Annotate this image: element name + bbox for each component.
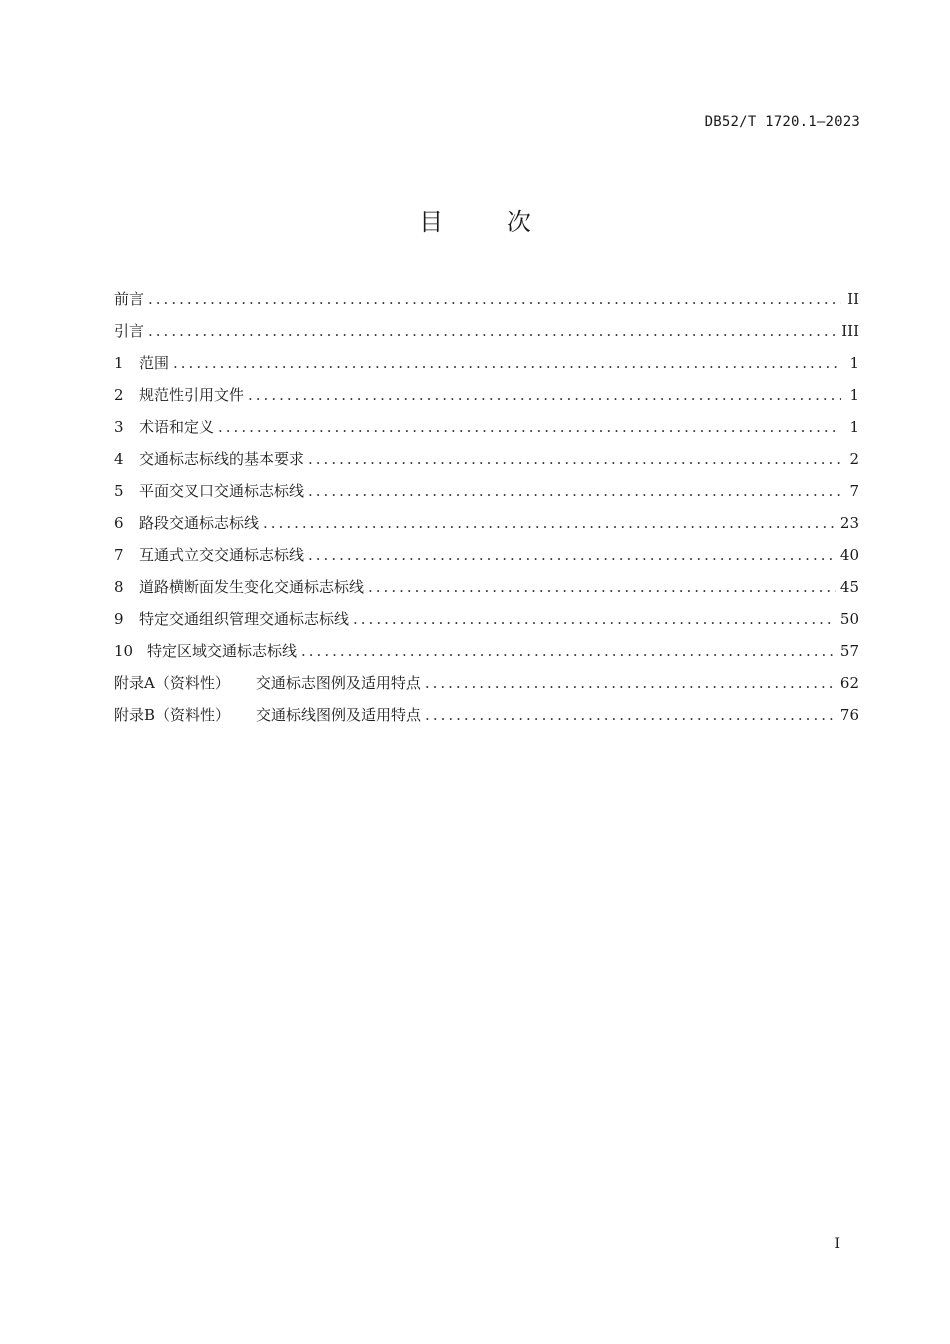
toc-leader-dots xyxy=(248,379,841,411)
toc-entry-4[interactable] xyxy=(114,443,859,475)
toc-entry-label: 特定交通组织管理交通标志标线 xyxy=(139,610,350,628)
toc-leader-dots xyxy=(263,507,836,539)
toc-entry-number: 5 xyxy=(114,482,124,500)
toc-entry-label: 范围 xyxy=(139,354,170,372)
toc-entry-introduction[interactable] xyxy=(114,315,859,347)
toc-entry-6[interactable] xyxy=(114,507,859,539)
toc-entry-number: 10 xyxy=(114,642,134,660)
toc-leader-dots xyxy=(301,635,836,667)
page-number: I xyxy=(834,1236,840,1252)
toc-entry-1[interactable] xyxy=(114,347,859,379)
toc-entry-9[interactable] xyxy=(114,603,859,635)
toc-leader-dots xyxy=(425,667,836,699)
toc-appendix-title: 交通标志图例及适用特点 xyxy=(255,674,421,692)
toc-entry-number: 1 xyxy=(114,354,124,372)
toc-appendix-label: 附录B（资料性） xyxy=(114,706,231,724)
toc-entry-number: 6 xyxy=(114,514,124,532)
table-of-contents xyxy=(114,283,859,731)
page-title-char-1: 目 xyxy=(419,208,444,236)
toc-entry-2[interactable] xyxy=(114,379,859,411)
toc-entry-appendix-a[interactable] xyxy=(114,667,859,699)
toc-entry-number: 9 xyxy=(114,610,124,628)
toc-entry-label: 平面交叉口交通标志标线 xyxy=(139,482,305,500)
toc-entry-3[interactable] xyxy=(114,411,859,443)
page-title-char-2: 次 xyxy=(506,208,531,236)
toc-entry-page: 50 xyxy=(839,610,859,628)
toc-leader-dots xyxy=(148,283,841,315)
toc-entry-page: 23 xyxy=(839,514,859,532)
toc-entry-page: 62 xyxy=(839,674,859,692)
toc-entry-label: 规范性引用文件 xyxy=(139,386,245,404)
toc-entry-label: 前言 xyxy=(114,290,145,308)
toc-entry-page: 57 xyxy=(839,642,859,660)
toc-entry-label: 术语和定义 xyxy=(139,418,215,436)
toc-leader-dots xyxy=(308,539,836,571)
toc-entry-label: 互通式立交交通标志标线 xyxy=(139,546,305,564)
toc-entry-number: 4 xyxy=(114,450,124,468)
toc-entry-appendix-b[interactable] xyxy=(114,699,859,731)
toc-entry-10[interactable] xyxy=(114,635,859,667)
toc-entry-number: 7 xyxy=(114,546,124,564)
toc-entry-label: 引言 xyxy=(114,322,145,340)
toc-leader-dots xyxy=(368,571,836,603)
toc-entry-page: 1 xyxy=(849,418,859,436)
toc-entry-page: 2 xyxy=(849,450,859,468)
toc-appendix-title: 交通标线图例及适用特点 xyxy=(256,706,422,724)
toc-entry-page: 76 xyxy=(839,706,859,724)
toc-leader-dots xyxy=(308,475,841,507)
toc-entry-page: 7 xyxy=(849,482,859,500)
toc-leader-dots xyxy=(173,347,841,379)
toc-entry-label: 特定区域交通标志标线 xyxy=(147,642,298,660)
toc-entry-page: 45 xyxy=(839,578,859,596)
toc-entry-label: 交通标志标线的基本要求 xyxy=(139,450,305,468)
toc-leader-dots xyxy=(218,411,841,443)
toc-entry-7[interactable] xyxy=(114,539,859,571)
toc-entry-5[interactable] xyxy=(114,475,859,507)
toc-entry-page: 1 xyxy=(849,386,859,404)
toc-entry-number: 8 xyxy=(114,578,124,596)
toc-entry-8[interactable] xyxy=(114,571,859,603)
page-title xyxy=(0,202,950,237)
toc-entry-page: III xyxy=(841,322,859,340)
toc-leader-dots xyxy=(308,443,841,475)
toc-leader-dots xyxy=(353,603,836,635)
toc-leader-dots xyxy=(148,315,837,347)
toc-entry-page: 40 xyxy=(839,546,859,564)
toc-entry-label: 路段交通标志标线 xyxy=(139,514,260,532)
toc-entry-page: 1 xyxy=(849,354,859,372)
document-id: DB52/T 1720.1—2023 xyxy=(704,114,860,130)
toc-leader-dots xyxy=(425,699,836,731)
toc-entry-label: 道路横断面发生变化交通标志标线 xyxy=(139,578,365,596)
toc-appendix-label: 附录A（资料性） xyxy=(114,674,230,692)
toc-entry-number: 3 xyxy=(114,418,124,436)
toc-entry-foreword[interactable] xyxy=(114,283,859,315)
toc-entry-number: 2 xyxy=(114,386,124,404)
toc-entry-page: II xyxy=(847,290,859,308)
